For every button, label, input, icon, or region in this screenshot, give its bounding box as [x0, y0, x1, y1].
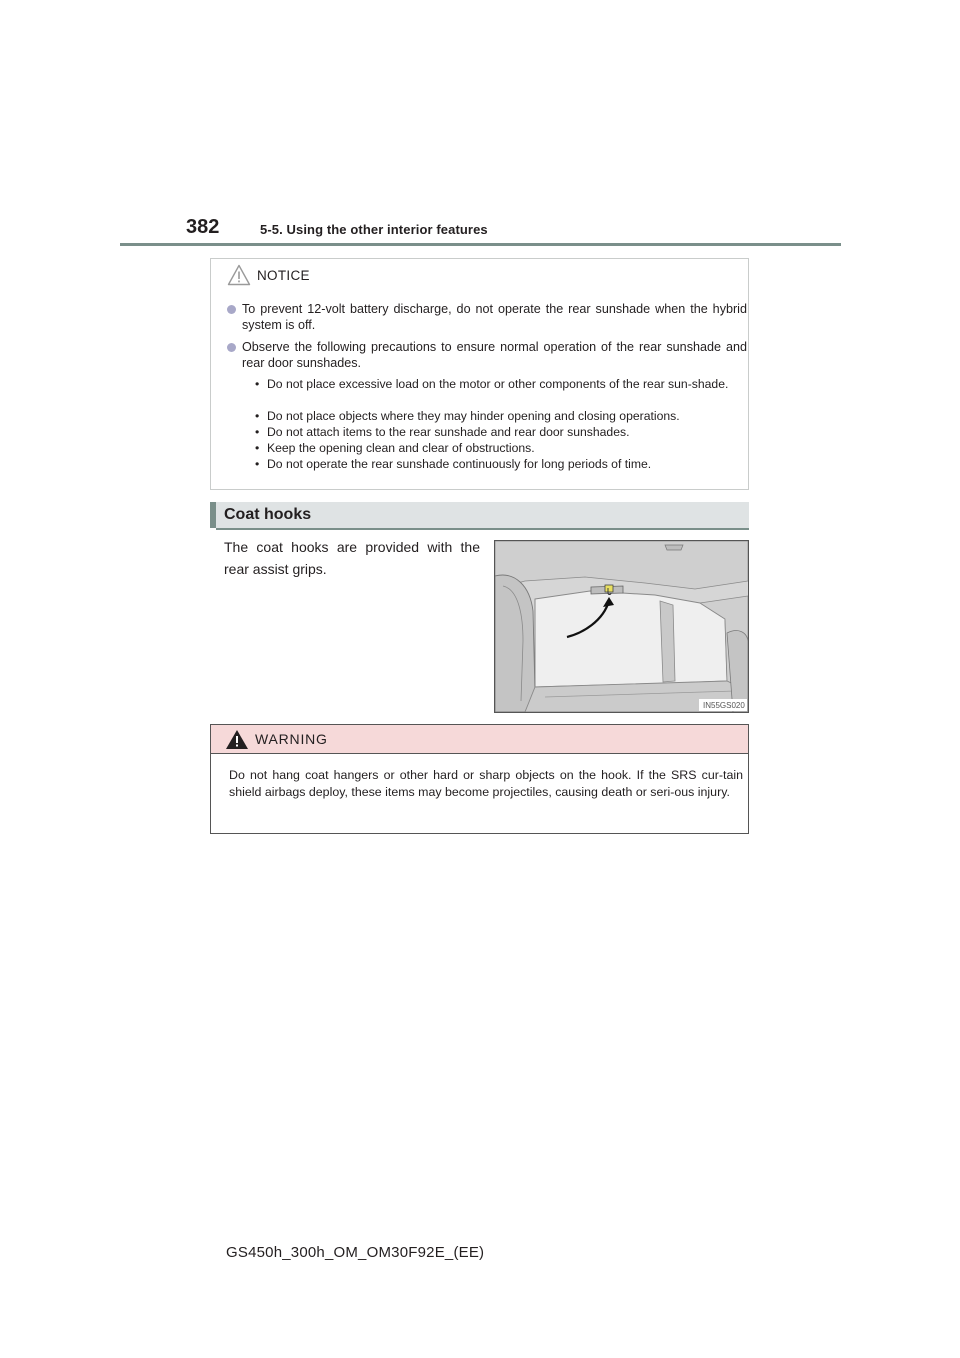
warning-header — [211, 725, 748, 754]
notice-sub-item: • Do not attach items to the rear sunshade and rear door sunshades. — [255, 425, 743, 440]
header-rule — [120, 243, 841, 246]
notice-title: NOTICE — [257, 267, 310, 283]
notice-box — [210, 258, 749, 490]
notice-sub-item-text: Do not attach items to the rear sunshade and rear door sunshades. — [267, 425, 630, 439]
notice-header — [227, 263, 310, 287]
car-interior-drawing — [495, 541, 748, 712]
warning-title: WARNING — [255, 731, 328, 747]
warning-text: Do not hang coat hangers or other hard or sharp objects on the hook. If the SRS cur-tain shield airbags deploy, these items may become projectiles, causing death or seri-ous injury. — [229, 768, 743, 799]
notice-sub-item-text: Do not place objects where they may hinder opening and closing operations. — [267, 409, 680, 423]
warning-triangle-icon — [225, 729, 249, 750]
notice-sub-item-text: Keep the opening clean and clear of obstructions. — [267, 441, 535, 455]
document-code: GS450h_300h_OM_OM30F92E_(EE) — [226, 1244, 485, 1261]
coat-hooks-heading-bar — [210, 502, 749, 528]
notice-item-text: To prevent 12-volt battery discharge, do not operate the rear sunshade when the hybrid system is off. — [242, 302, 747, 332]
coat-hooks-body: The coat hooks are provided with the rear assist grips. — [224, 539, 480, 577]
notice-sub-item-text: Do not operate the rear sunshade continuously for long periods of time. — [267, 457, 652, 471]
image-code: IN55GS020 — [703, 701, 745, 710]
coat-hook-illustration — [494, 540, 749, 713]
caution-triangle-icon — [227, 264, 251, 286]
coat-hooks-heading: Coat hooks — [224, 506, 312, 523]
section-title: 5-5. Using the other interior features — [260, 222, 488, 237]
bullet-dot-icon — [227, 305, 236, 314]
notice-item — [227, 339, 747, 371]
page-number: 382 — [186, 216, 220, 238]
notice-sub-item: • Do not operate the rear sunshade continuously for long periods of time. — [255, 457, 743, 472]
notice-sub-item: • Keep the opening clean and clear of obstructions. — [255, 441, 743, 456]
notice-item-text: Observe the following precautions to ensure normal operation of the rear sunshade and rear door sunshades. — [242, 340, 747, 370]
notice-item — [227, 301, 747, 333]
notice-sub-item: • Do not place excessive load on the motor or other components of the rear sun-shade. — [255, 377, 743, 392]
warning-box — [210, 724, 749, 834]
notice-sub-item-text: Do not place excessive load on the motor or other components of the rear sun-shade. — [267, 377, 729, 391]
bullet-dot-icon — [227, 343, 236, 352]
notice-sub-item: • Do not place objects where they may hinder opening and closing operations. — [255, 409, 743, 424]
